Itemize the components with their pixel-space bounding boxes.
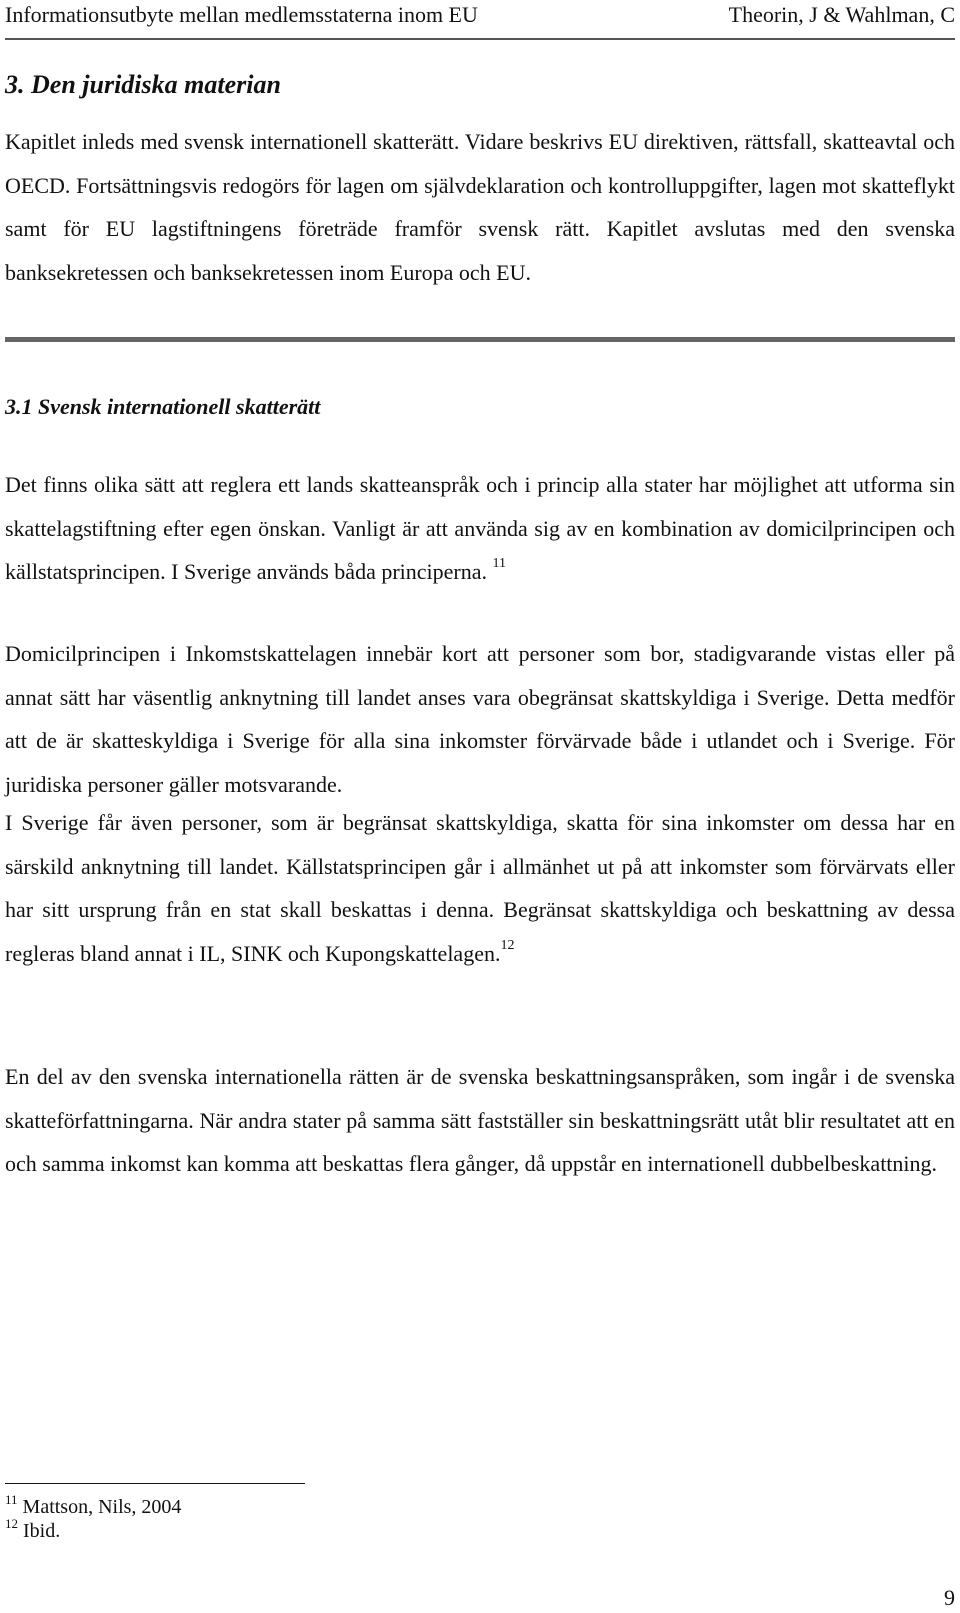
section-paragraph-3: [5, 801, 955, 975]
section-title: 3.1 Svensk internationell skatterätt: [5, 394, 321, 419]
footnote-ref-12: 12: [500, 937, 515, 953]
footnote-12: [5, 1516, 61, 1543]
header-authors: Theorin, J & Wahlman, C: [728, 2, 955, 27]
chapter-title: 3. Den juridiska materian: [5, 70, 281, 99]
page-number: 9: [944, 1585, 955, 1610]
footnote-number: 11: [5, 1492, 18, 1507]
header-rule: [5, 38, 955, 40]
paragraph-3-text: I Sverige får även personer, som är begränsat skattskyldiga, skatta för sina inkomster om dessa har en särskild anknytning till landet. Källstatsprincipen går i allmänhet ut på att inkomster som förvärvats eller har sitt ursprung från en stat skall beskattas i denna. Begränsat skattskyldiga och beskattning av dessa regleras bland annat i IL, SINK och Kupongskattelagen.: [5, 810, 955, 966]
running-header: [5, 0, 955, 30]
section-paragraph-4: En del av den svenska internationella rätten är de svenska beskattningsanspråken, som ingår i de svenska skatteförfattningarna. När andra stater på samma sätt fastställer sin beskattningsrätt utåt blir resultatet att en och samma inkomst kan komma att beskattas flera gånger, då uppstår en internationell dubbelbeskattning.: [5, 1064, 955, 1176]
section-divider: [5, 337, 955, 342]
footnote-ref-11: 11: [492, 556, 506, 571]
footnote-11: [5, 1492, 182, 1519]
section-paragraph-1: [5, 463, 955, 594]
footnote-number: 12: [5, 1516, 18, 1531]
header-title: Informationsutbyte mellan medlemsstaterna inom EU: [5, 2, 478, 27]
footnote-text: Mattson, Nils, 2004: [22, 1496, 182, 1518]
paragraph-1-text: Det finns olika sätt att reglera ett lands skatteanspråk och i princip alla stater har möjlighet att utforma sin skattelagstiftning efter egen önskan. Vanligt är att använda sig av en kombination av domicilprincipen och källstatsprincipen. I Sverige används båda principerna.: [5, 472, 955, 584]
chapter-intro-paragraph: Kapitlet inleds med svensk internationell skatterätt. Vidare beskrivs EU direktiven, rättsfall, skatteavtal och OECD. Fortsättningsvis redogörs för lagen om självdeklaration och kontrolluppgifter, lagen mot skatteflykt samt för EU lagstiftningens företräde framför svensk rätt. Kapitlet avslutas med den svenska banksekretessen och banksekretessen inom Europa och EU.: [5, 129, 955, 285]
section-paragraph-2: Domicilprincipen i Inkomstskattelagen innebär kort att personer som bor, stadigvarande vistas eller på annat sätt har väsentlig anknytning till landet anses vara obegränsat skattskyldiga i Sverige. Detta medför att de är skatteskyldiga i Sverige för alla sina inkomster förvärvade både i utlandet och i Sverige. För juridiska personer gäller motsvarande.: [5, 641, 955, 797]
footnote-text: Ibid.: [23, 1520, 61, 1542]
footnote-separator: [5, 1483, 305, 1484]
